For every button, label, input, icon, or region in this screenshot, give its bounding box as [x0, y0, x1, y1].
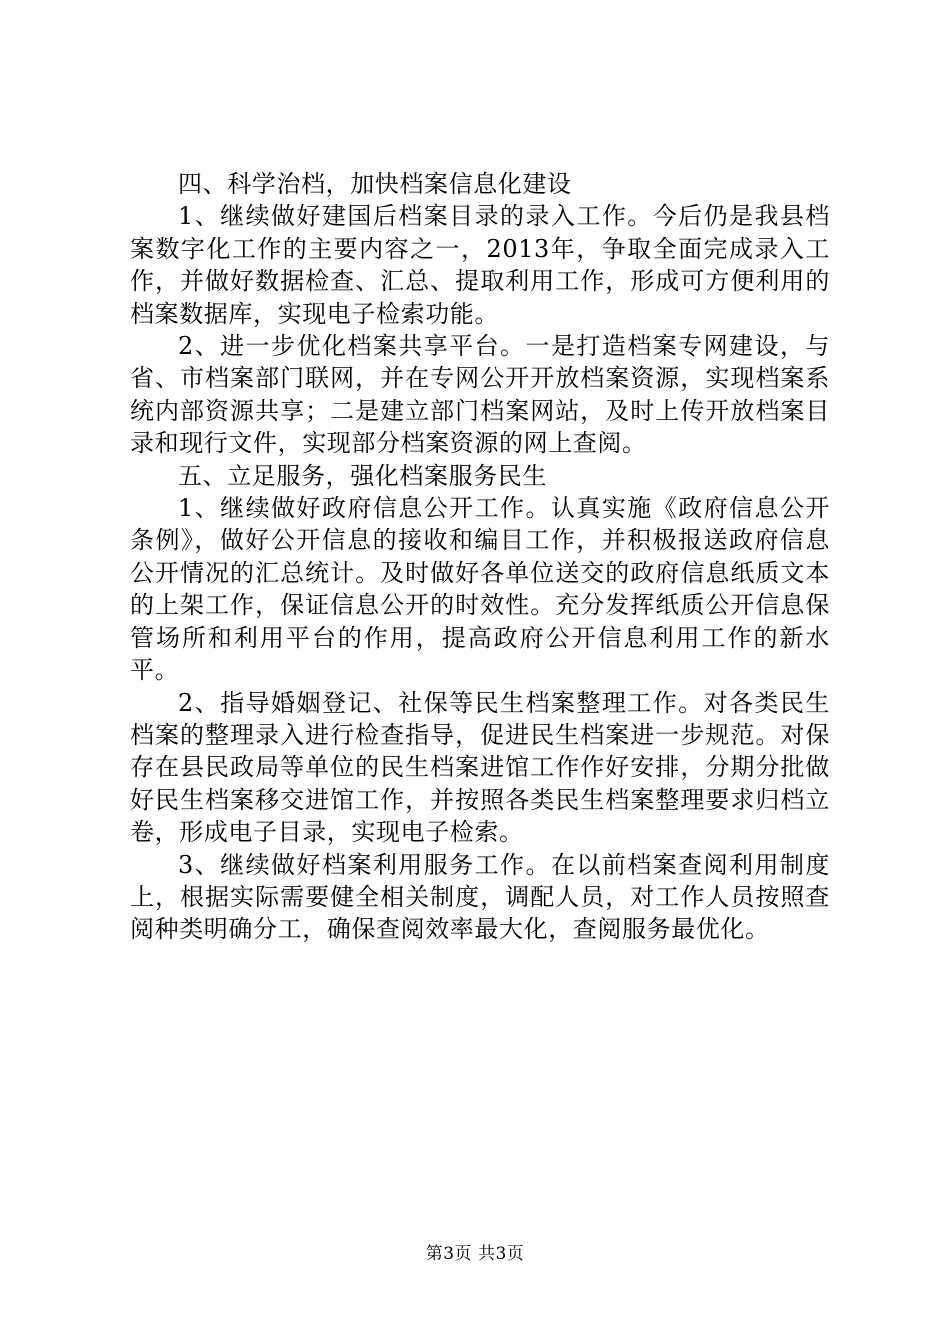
- paragraph-livelihood-archives: 2、指导婚姻登记、社保等民生档案整理工作。对各类民生档案的整理录入进行检查指导，促进民生档案进一步规范。对保存在县民政局等单位的民生档案进馆工作作好安排，分期分批做好民生档案移交进馆工作，并按照各类民生档案整理要求归档立卷，形成电子目录，实现电子检索。: [130, 688, 830, 847]
- paragraph-sharing-platform: 2、进一步优化档案共享平台。一是打造档案专网建设，与省、市档案部门联网，并在专网公开开放档案资源，实现档案系统内部资源共享；二是建立部门档案网站，及时上传开放档案目录和现行文件，实现部分档案资源的网上查阅。: [130, 332, 830, 458]
- paragraph-archive-use-service: 3、继续做好档案利用服务工作。在以前档案查阅利用制度上，根据实际需要健全相关制度，调配人员，对工作人员按照查阅种类明确分工，确保查阅效率最大化，查阅服务最优化。: [130, 850, 830, 944]
- section-heading-four: 四、科学治档，加快档案信息化建设: [178, 170, 572, 198]
- paragraph-digitization-catalog: 1、继续做好建国后档案目录的录入工作。今后仍是我县档案数字化工作的主要内容之一，2013年，争取全面完成录入工作，并做好数据检查、汇总、提取利用工作，形成可方便利用的档案数据库，实现电子检索功能。: [130, 202, 830, 328]
- paragraph-government-info-disclosure: 1、继续做好政府信息公开工作。认真实施《政府信息公开条例》，做好公开信息的接收和编目工作，并积极报送政府信息公开情况的汇总统计。及时做好各单位送交的政府信息纸质文本的上架工作，保证信息公开的时效性。充分发挥纸质公开信息保管场所和利用平台的作用，提高政府公开信息利用工作的新水平。: [130, 494, 830, 685]
- page-footer: 第3页 共3页: [425, 1244, 525, 1264]
- document-body: [130, 168, 830, 946]
- section-heading-five: 五、立足服务，强化档案服务民生: [178, 461, 547, 490]
